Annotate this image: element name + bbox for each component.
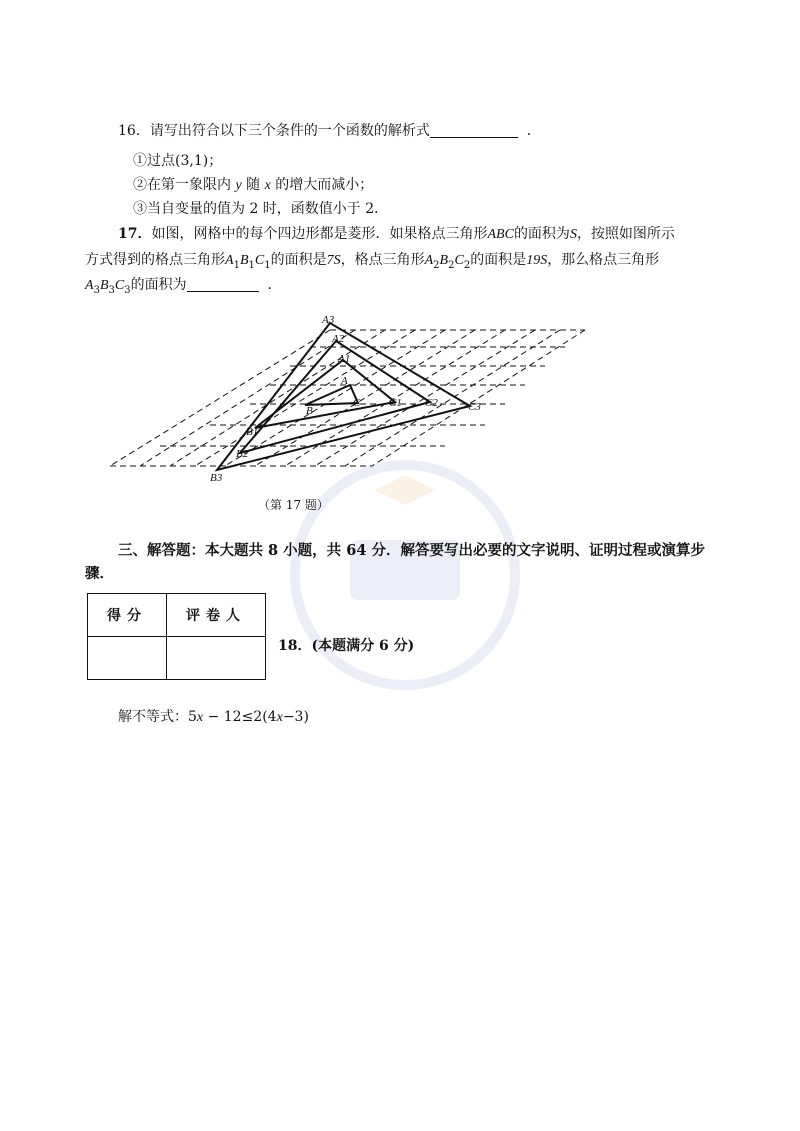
q17-area2: 19S [526,253,548,268]
triangle-abc [305,385,358,405]
q17-answer-blank[interactable] [187,277,259,292]
label-c3: C3 [468,401,481,413]
q16-cond2-b: 随 [246,177,261,193]
q16-condition-3: ③当自变量的值为 2 时，函数值小于 2． [133,201,389,217]
label-a: A [341,375,348,387]
q16-line [118,121,541,141]
q16-answer-blank[interactable] [430,123,518,138]
q17-line3: $A_3B_3C_3$的面积为 ． [85,277,282,296]
q17-text-e: 的面积是 [270,252,327,268]
q16-end: ． [526,123,541,139]
q17-caption: （第 17 题） [258,498,329,512]
q17-text-i: 的面积为 [130,277,187,293]
q17-area1: 7S [326,253,341,268]
q17-number: 17． [118,226,152,242]
q18-header: 18．(本题满分 6 分) [278,638,415,654]
label-b: B [306,405,313,417]
q16-text: 请写出符合以下三个条件的一个函数的解析式 [149,123,430,139]
score-header: 得分 [88,594,167,637]
grader-header: 评卷人 [167,594,266,637]
q18-expr-a: 5 [188,709,197,725]
q16-cond2-a: ②在第一象限内 [133,177,231,193]
q17-text-g: 的面积是 [470,252,527,268]
label-a2: A2 [332,333,345,345]
q17-text-f: ，格点三角形 [340,252,425,268]
score-cell[interactable] [88,637,167,680]
q17-text-c: ，按照如图所示 [576,226,675,242]
rhombus-grid [110,330,585,466]
q17-abc: ABC [487,227,514,242]
label-c1: C1 [389,397,402,409]
q16-condition-2 [133,175,373,196]
var-x: x [264,178,271,193]
q16-number: 16． [118,123,150,139]
label-b2: B2 [236,448,249,460]
section3-title-cont: 骤． [85,565,114,582]
q17-end: ． [267,277,282,293]
var-y: y [235,178,242,193]
q17-figure [100,310,600,490]
q18-expr-c: −3) [282,709,309,725]
q17-s: S [569,227,577,242]
q17-line1 [118,224,675,245]
label-b1: B1 [246,426,259,438]
grader-cell[interactable] [167,637,266,680]
q18-prompt: 解不等式： [118,709,188,725]
q17-line2: 方式得到的格点三角形$A_1B_1C_1$的面积是7S，格点三角形$A_2B_2C_2$的面积是19S，那么格点三角形 [85,252,660,271]
q18-prompt-line [118,707,309,728]
label-c2: C2 [425,397,438,409]
q17-text-d: 方式得到的格点三角形 [85,252,225,268]
q18-expr-b: − 12≤2(4 [203,709,277,725]
var-x3: x [276,710,283,725]
q17-text-a: 如图，网格中的每个四边形都是菱形．如果格点三角形 [151,226,488,242]
label-a3: A3 [322,314,335,326]
label-a1: A1 [338,353,351,365]
label-b3: B3 [210,472,223,484]
var-x2: x [196,710,204,725]
q17-text-b: 的面积为 [513,226,570,242]
q16-cond2-c: 的增大而减小； [275,177,374,193]
q16-condition-1: ①过点(3,1)； [133,153,223,169]
label-c: C [353,397,361,409]
score-table [87,593,266,680]
section3-title: 三、解答题：本大题共 8 小题，共 64 分．解答要写出必要的文字说明、证明过程或演算步 [118,542,705,559]
q17-text-h: ，那么格点三角形 [547,252,660,268]
